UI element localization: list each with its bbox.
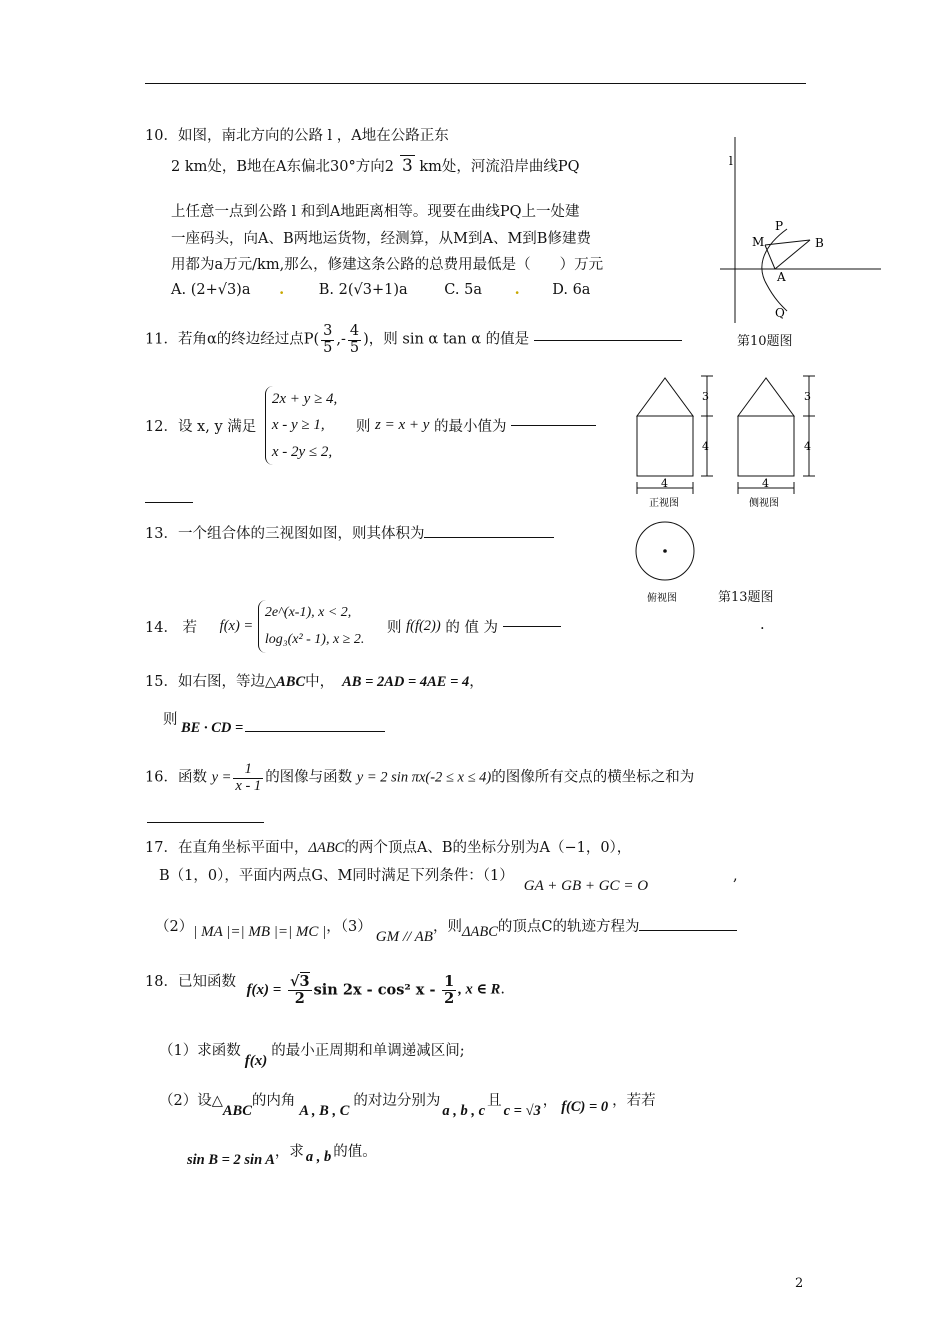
front-view-label: 正视图: [649, 498, 679, 509]
option-d: D. 6a: [552, 282, 591, 298]
q10-line3: 上任意一点到公路 l 和到A地距离相等。现要在曲线PQ上一处建: [171, 204, 580, 220]
q15-line2: BE · CD =: [181, 720, 385, 737]
answer-blank: [245, 731, 385, 732]
q18-part2: （2）设△ABC的内角A , B , C的对边分别为a , b , c且c = √3， f(C) = 0 ，若若: [159, 1093, 656, 1119]
option-b: B. 2(√3+1)a: [318, 282, 408, 298]
q15-then: 则: [163, 712, 178, 728]
q18-part1: （1）求函数f(x)的最小正周期和单调递减区间;: [159, 1043, 465, 1069]
option-c: C. 5a: [444, 282, 482, 298]
option-a: A. (2+√3)a: [171, 282, 251, 298]
answer-blank-continued: [145, 502, 193, 503]
q13-text: 13．一个组合体的三视图如图，则其体积为: [145, 522, 554, 543]
answer-blank: [534, 340, 682, 341]
answer-blank-q16: [147, 822, 264, 823]
label-l: l: [729, 154, 733, 168]
q18-part3: sin B = 2 sin A，求 a , b 的值。: [187, 1144, 377, 1168]
answer-blank: [511, 425, 596, 426]
q17-line1: 17．在直角坐标平面中，ΔABC的两个顶点A、B的坐标分别为A（−1，0），: [145, 840, 632, 856]
q10-line4: 一座码头，向A、B两地运货物，经测算，从M到A、M到B修建费: [171, 231, 591, 247]
front-body: [637, 416, 693, 476]
q17-line3: （2）| MA |=| MB |=| MC |，（3）GM // AB，则ΔABC的顶点C的轨迹方程为: [155, 915, 737, 936]
q10-figure: [715, 135, 885, 325]
label-q: Q: [775, 306, 785, 320]
label-m: M: [752, 235, 765, 249]
condition-3: GM // AB: [375, 929, 433, 945]
condition-2: | MA |=| MB |=| MC |: [193, 924, 327, 940]
q15-equation: AB = 2AD = 4AE = 4: [342, 674, 470, 690]
side-roof: [738, 378, 794, 416]
condition-1: GA + GB + GC = O: [523, 878, 649, 894]
side-view-label: 侧视图: [749, 498, 779, 509]
q12: 12．设 x, y 满足 2x + y ≥ 4, x - y ≥ 1, x - 2y ≤ 2, 则 z = x + y 的最小值为: [145, 386, 596, 465]
top-view-label: 俯视图: [647, 593, 677, 604]
front-roof: [637, 378, 693, 416]
q17-comma: ,: [733, 868, 738, 884]
dot-mark: .: [514, 281, 520, 298]
header-rule: [145, 83, 806, 84]
answer-blank: [424, 537, 554, 538]
q10-caption: 第10题图: [737, 334, 793, 349]
dim-4-front: 4: [702, 440, 709, 453]
dim-4-side: 4: [804, 440, 811, 453]
q10-line1: 10．如图，南北方向的公路 l ，A地在公路正东: [145, 128, 449, 144]
label-p: P: [775, 219, 784, 233]
q18-line1: 18．已知函数 f(x) = $\frac{√3}{2}$ sin 2x - cos² x - $\frac{1}{2}$ , x ∈ R.: [145, 973, 505, 1007]
dim-3-side: 3: [804, 390, 811, 403]
piecewise-cases: 2e^(x-1), x < 2, log₃(x² - 1), x ≥ 2.: [258, 600, 365, 653]
q10-options: [171, 281, 590, 298]
dim-width-side: 4: [762, 477, 769, 490]
answer-blank: [639, 930, 737, 931]
side-body: [738, 416, 794, 476]
segment-ma: [765, 245, 775, 269]
q16: 16．函数 y = $\frac{1}{x - 1}$ 的图像与函数 y = 2 sin πx(-2 ≤ x ≤ 4)的图像所有交点的横坐标之和为: [145, 761, 695, 794]
page-number: 2: [795, 1276, 804, 1291]
label-b: B: [815, 236, 824, 250]
dot-mark: .: [279, 281, 285, 298]
label-a: A: [777, 270, 786, 284]
q14-end: .: [760, 617, 765, 633]
q10-line5: 用都为a万元/km,那么，修建这条公路的总费用最低是（ ）万元: [171, 257, 604, 273]
q17-line2: B（1，0），平面内两点G、M同时满足下列条件：（1）GA + GB + GC = O: [159, 868, 649, 894]
dim-3-front: 3: [702, 390, 709, 403]
q14: 14． 若 f(x) = 2e^(x-1), x < 2, log₃(x² - 1), x ≥ 2. 则 f(f(2)) 的 值 为: [145, 600, 561, 653]
q10-line2: 2 km处，B地在A东偏北30°方向2 3 km处，河流沿岸曲线PQ: [171, 156, 580, 176]
three-views-figure: [625, 368, 825, 610]
q15-line1: 15．如右图，等边△ABC中， AB = 2AD = 4AE = 4，: [145, 674, 484, 690]
q13-caption: 第13题图: [718, 590, 774, 605]
sqrt-3: 3: [401, 156, 413, 176]
constraint-system: 2x + y ≥ 4, x - y ≥ 1, x - 2y ≤ 2,: [265, 386, 337, 465]
segment-ab: [775, 240, 810, 269]
answer-blank: [503, 626, 561, 627]
top-view-center: [663, 549, 667, 553]
dim-width-front: 4: [661, 477, 668, 490]
q11: 11．若角α的终边经过点P( $\frac{3}{5}$ ,- $\frac{4}{5}$ )，则 sin α tan α 的值是: [145, 324, 682, 357]
